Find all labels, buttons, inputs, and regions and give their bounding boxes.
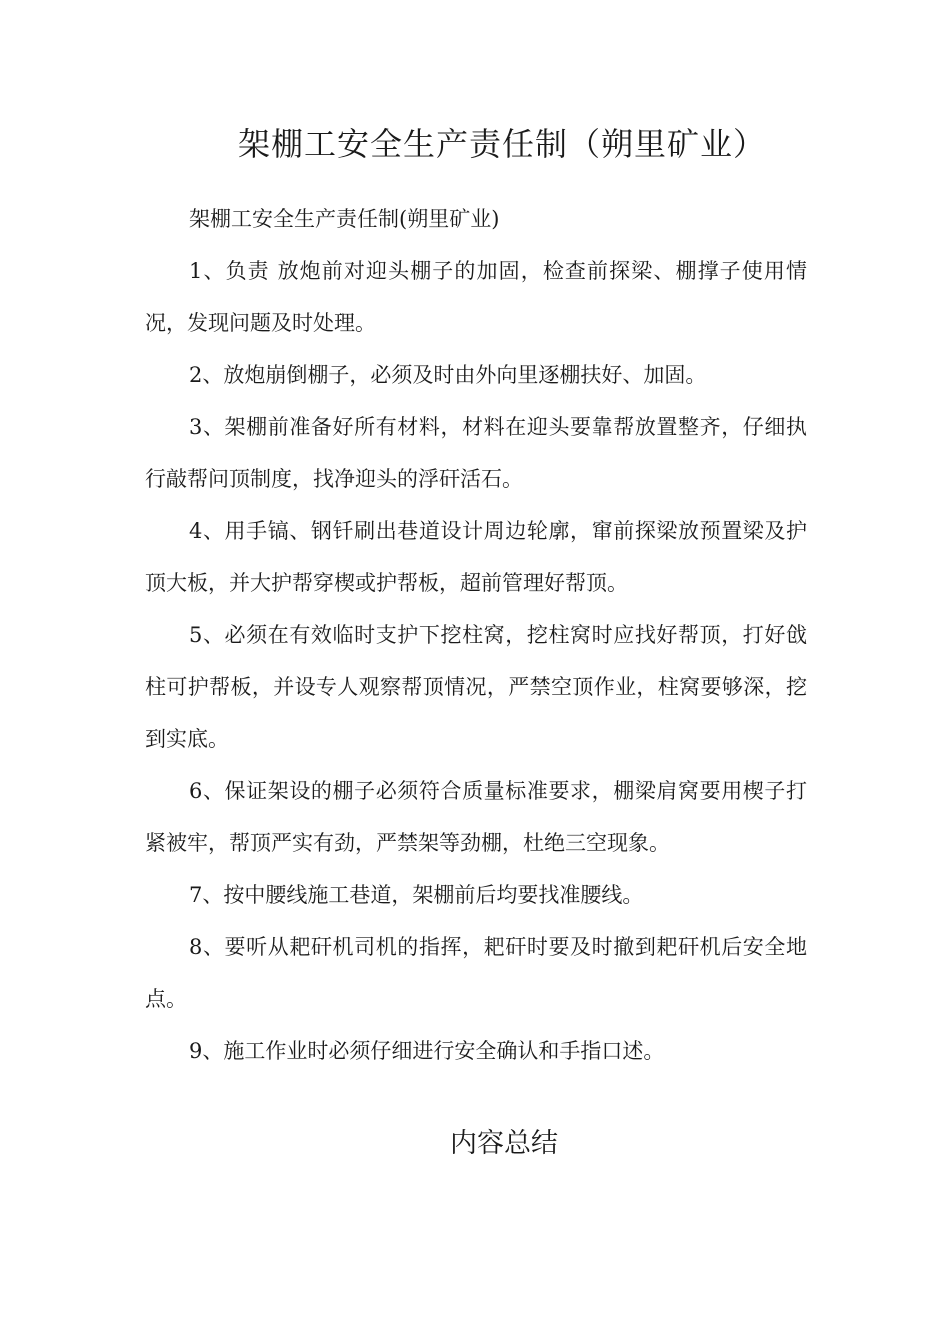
paragraph-8: 8、要听从耙矸机司机的指挥，耙矸时要及时撤到耙矸机后安全地点。 xyxy=(145,935,807,1011)
document-body xyxy=(145,193,807,1077)
paragraph-1: 1、负责 放炮前对迎头棚子的加固，检查前探梁、棚撑子使用情况，发现问题及时处理。 xyxy=(145,259,807,335)
paragraph-2: 2、放炮崩倒棚子，必须及时由外向里逐棚扶好、加固。 xyxy=(189,363,707,387)
paragraph-4: 4、用手镐、钢钎刷出巷道设计周边轮廓，窜前探梁放预置梁及护顶大板，并大护帮穿楔或护帮板，超前管理好帮顶。 xyxy=(145,519,807,595)
summary-heading: 内容总结 xyxy=(450,1128,558,1159)
paragraph-3: 3、架棚前准备好所有材料，材料在迎头要靠帮放置整齐，仔细执行敲帮问顶制度，找净迎头的浮矸活石。 xyxy=(145,415,807,491)
paragraph-6: 6、保证架设的棚子必须符合质量标准要求，棚梁肩窝要用楔子打紧被牢，帮顶严实有劲，严禁架等劲棚，杜绝三空现象。 xyxy=(145,779,807,855)
document-title: 架棚工安全生产责任制（朔里矿业） xyxy=(237,125,766,163)
paragraph-7: 7、按中腰线施工巷道，架棚前后均要找准腰线。 xyxy=(189,883,644,907)
paragraph-5: 5、必须在有效临时支护下挖柱窝，挖柱窝时应找好帮顶，打好戗柱可护帮板，并设专人观察帮顶情况，严禁空顶作业，柱窝要够深，挖到实底。 xyxy=(145,623,807,751)
paragraph-9: 9、施工作业时必须仔细进行安全确认和手指口述。 xyxy=(189,1039,665,1063)
document-subtitle: 架棚工安全生产责任制(朔里矿业) xyxy=(189,207,500,231)
